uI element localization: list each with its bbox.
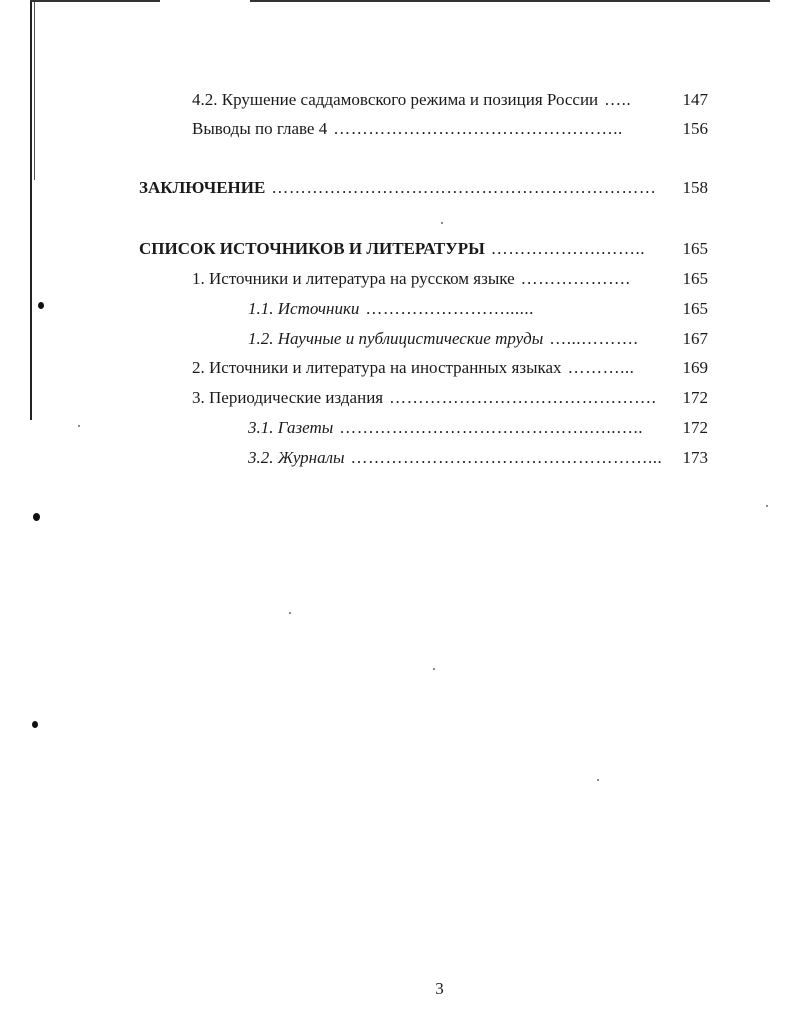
toc-subentry [248,445,708,471]
toc-page-number: 167 [682,329,708,348]
toc-dot-leader: ……………….…….. [490,239,646,258]
toc-dot-leader: ……………………………………………... [350,448,663,467]
toc-entry-title: 2. Источники и литература на иностранных языках [192,358,562,377]
scan-speck [433,668,435,670]
toc-dot-leader: …………………………………….…..….. [339,418,643,437]
toc-page-number: 158 [682,178,708,197]
scan-dot [32,721,38,728]
toc-dot-leader: ……………………...... [365,299,534,318]
toc-page-number: 156 [682,119,708,138]
toc-page-number: 172 [682,418,708,437]
toc-dot-leader: ………………. [520,269,631,288]
toc-section-heading [139,236,708,262]
top-scan-rule [30,0,160,2]
scan-speck [441,222,443,224]
toc-entry-title: 1. Источники и литература на русском языке [192,269,515,288]
toc-dot-leader: ………………………………………. [389,388,657,407]
toc-entry [192,385,708,411]
toc-section-heading [139,175,708,201]
toc-entry-title: 3.2. Журналы [248,448,345,467]
toc-entry-title: СПИСОК ИСТОЧНИКОВ И ЛИТЕРАТУРЫ [139,239,485,258]
binding-edge-line-secondary [34,0,35,180]
toc-page-number: 165 [682,239,708,258]
toc-page-number: 172 [682,388,708,407]
binding-edge-line [30,0,32,420]
toc-dot-leader: ….. [604,90,632,109]
toc-page-number: 169 [682,358,708,377]
scan-speck [78,425,80,427]
top-scan-rule [250,0,770,2]
toc-entry [192,266,708,292]
toc-entry-title: ЗАКЛЮЧЕНИЕ [139,178,266,197]
toc-entry-title: 1.1. Источники [248,299,360,318]
toc-page-number: 165 [682,299,708,318]
toc-entry-title: 3. Периодические издания [192,388,384,407]
toc-entry [192,355,708,381]
toc-entry-title: 3.1. Газеты [248,418,334,437]
toc-dot-leader: ………... [567,358,635,377]
toc-subentry [248,415,708,441]
toc-entry-title: 4.2. Крушение саддамовского режима и позиция России [192,90,599,109]
toc-page-number: 165 [682,269,708,288]
toc-dot-leader: ………………………………………….. [333,119,623,138]
toc-subentry [248,326,708,352]
scan-dot [33,513,40,521]
scan-speck [597,779,599,781]
toc-page-number: 173 [682,448,708,467]
toc-page-number: 147 [682,90,708,109]
toc-subentry [248,296,708,322]
toc-dot-leader: …...………. [549,329,639,348]
toc-entry-title: 1.2. Научные и публицистические труды [248,329,544,348]
toc-entry [192,116,708,142]
scan-speck [289,612,291,614]
toc-entry-title: Выводы по главе 4 [192,119,328,138]
toc-dot-leader: ………………………………………………………… [271,178,657,197]
scan-speck [766,505,768,507]
scan-dot [38,302,44,309]
toc-entry [192,87,708,113]
page-number: 3 [435,979,444,998]
